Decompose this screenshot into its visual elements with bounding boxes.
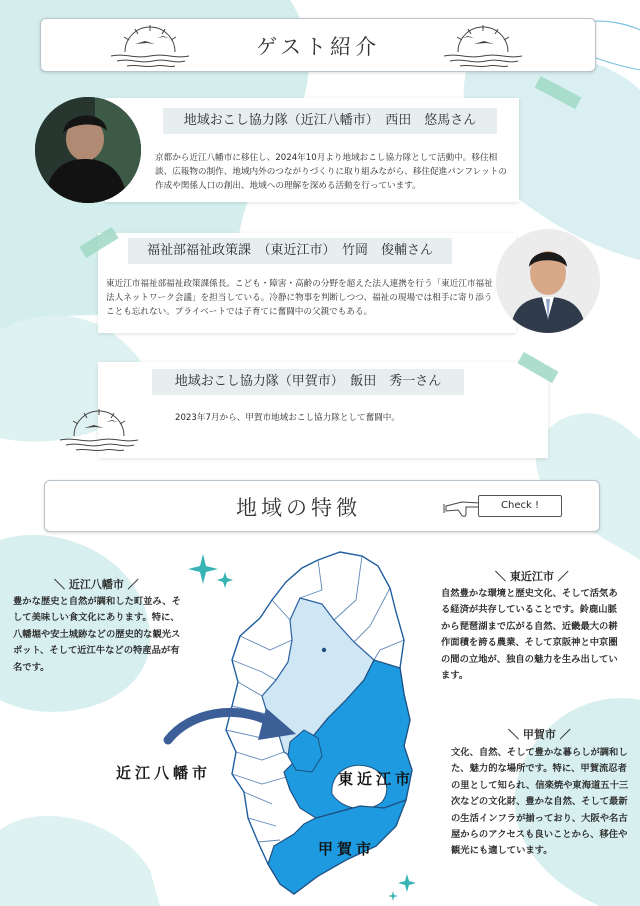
guest-name-2: 福祉部福祉政策課 （東近江市） 竹岡 俊輔さん bbox=[128, 238, 452, 264]
guest-description-1: 京都から近江八幡市に移住し、2024年10月より地域おこし協力隊として活動中。移住相談、広報物の制作、地域内外のつながりづくりに取り組みながら、移住促進パンフレットの作成や関係人口の創出、地域への理解を深める活動を行っています。 bbox=[155, 153, 507, 192]
guest-description-3: 2023年7月から、甲賀市地域おこし協力隊として奮闘中。 bbox=[175, 413, 400, 423]
guest-section-title: ゲスト紹介 bbox=[256, 35, 381, 59]
region-heading-koka: ＼ 甲賀市 ／ bbox=[508, 728, 571, 741]
region-body-higashiomi: 自然豊かな環境と歴史文化、そして活気ある経済が共存していることです。鈴鹿山脈から琵琶湖まで広がる自然、近畿最大の耕作面積を誇る農業、そして京阪神と中京圏の間の立地が、独自の魅力を生み出しています。 bbox=[441, 588, 618, 682]
check-label: Check ! bbox=[478, 495, 562, 517]
region-body-omihachiman: 豊かな歴史と自然が調和した町並み、そして美味しい食文化にあります。特に、八幡堀や安土城跡などの歴史的な観光スポット、そして近江牛などの特産品が有名です。 bbox=[13, 596, 181, 673]
guest-name-3: 地域おこし協力隊（甲賀市） 飯田 秀一さん bbox=[152, 369, 464, 395]
guest-description-2: 東近江市福祉部福祉政策課係長。こども・障害・高齢の分野を超えた法人連携を行う「東近江市福祉法人ネットワーク会議」を担当している。冷静に物事を判断しつつ、福祉の現場では相手に寄り添うことも忘れない。プライベートでは子育てに奮闘中の父親でもある。 bbox=[106, 279, 493, 318]
region-heading-omihachiman: ＼ 近江八幡市 ／ bbox=[54, 578, 139, 591]
map-pin-icon bbox=[322, 648, 326, 652]
region-heading-higashiomi: ＼ 東近江市 ／ bbox=[495, 570, 569, 583]
features-section-title: 地域の特徴 bbox=[236, 496, 361, 520]
map-label-higashiomi: 東近江市 bbox=[338, 770, 415, 788]
map-label-omihachiman: 近江八幡市 bbox=[116, 764, 212, 782]
region-body-koka: 文化、自然、そして豊かな暮らしが調和した、魅力的な場所です。特に、甲賀流忍者の里として知られ、信楽焼や東海道五十三次などの文化財、豊かな自然、そして最新の生活インフラが揃っており、大阪や名古屋からのアクセスも良いことから、移住や観光にも適しています。 bbox=[451, 747, 629, 857]
guest-name-1: 地域おこし協力隊（近江八幡市） 西田 悠馬さん bbox=[163, 108, 497, 134]
map-label-koka: 甲賀市 bbox=[318, 840, 376, 858]
